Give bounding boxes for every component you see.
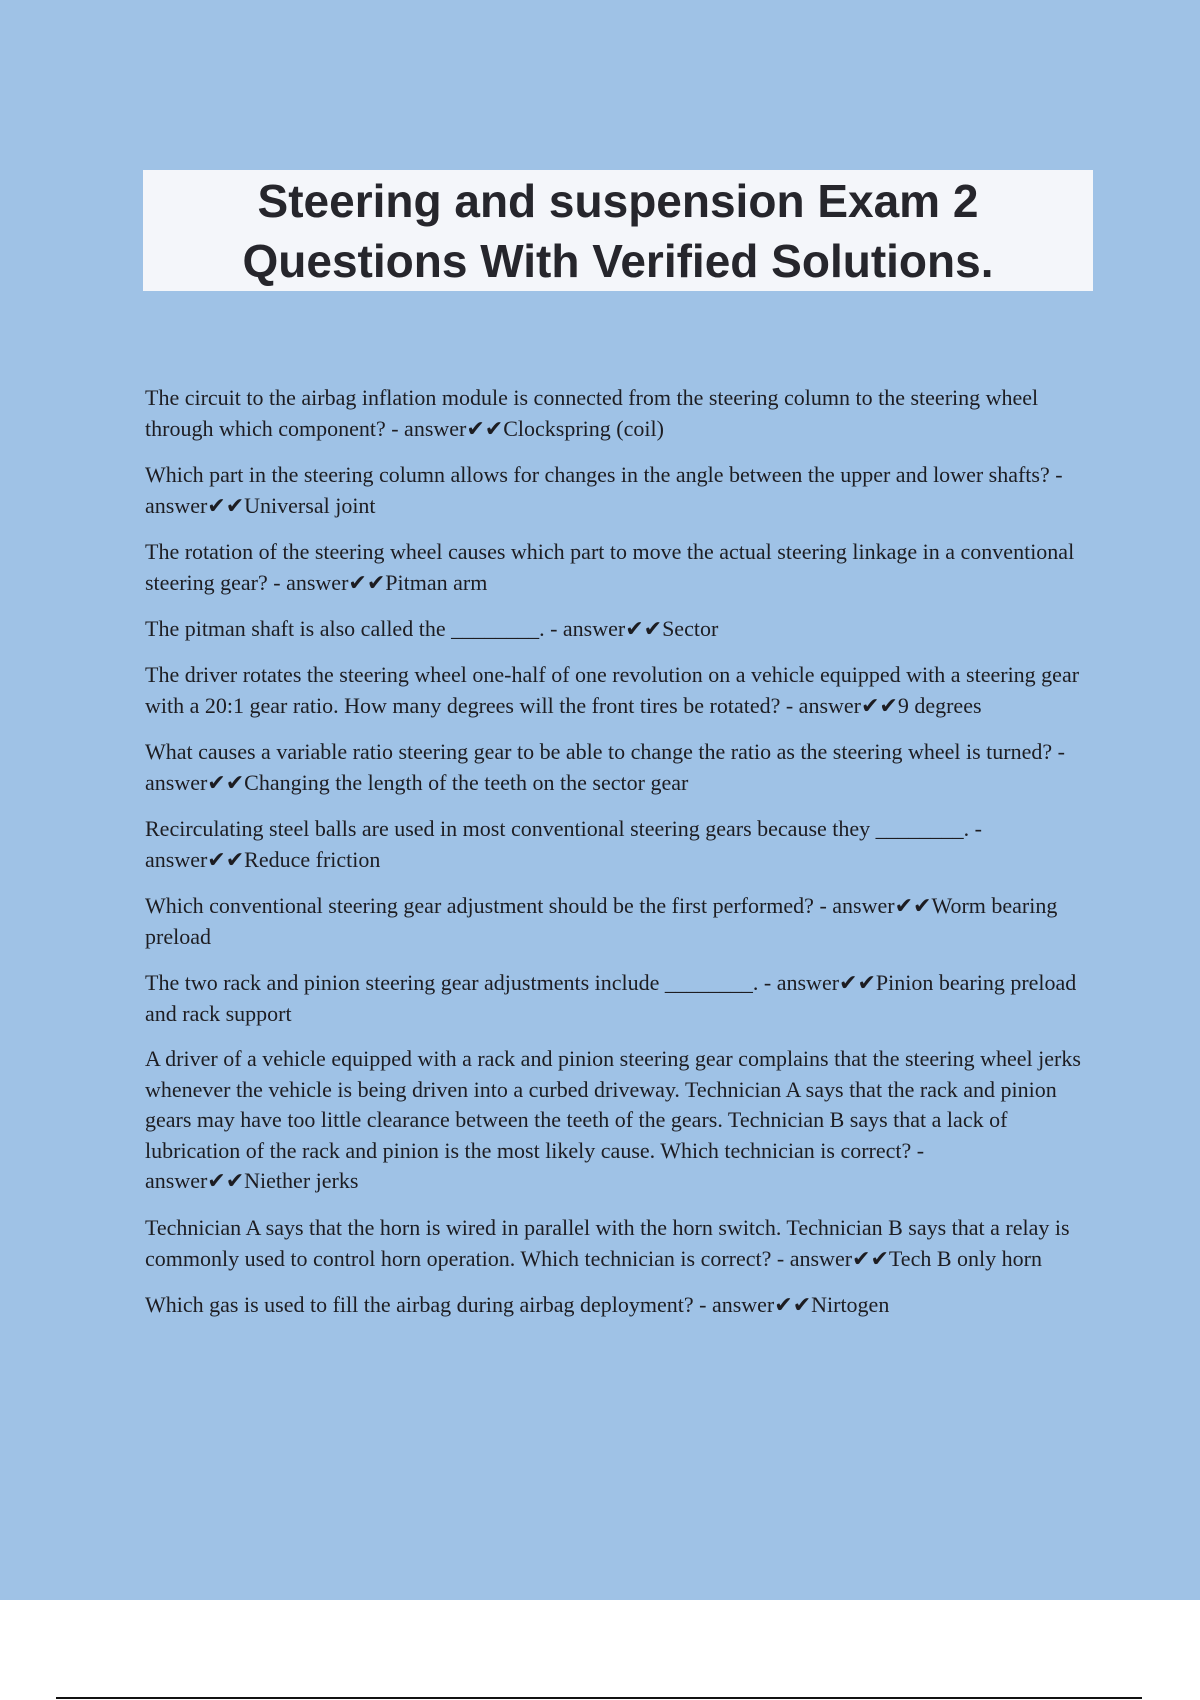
title-box	[143, 170, 1093, 291]
qa-item-8: Which conventional steering gear adjustment should be the first performed? - answer✔✔Worm bearing preload	[145, 893, 1058, 949]
document-title-line-1: Steering and suspension Exam 2	[257, 174, 979, 227]
qa-item-4: The pitman shaft is also called the ________. - answer✔✔Sector	[145, 616, 719, 641]
qa-item-12: Which gas is used to fill the airbag during airbag deployment? - answer✔✔Nirtogen	[145, 1291, 890, 1317]
qa-item-10: A driver of a vehicle equipped with a rack and pinion steering gear complains that the steering wheel jerks whenever the vehicle is being driven into a curbed driveway. Technician A says that the rack and pinion gears may have too little clearance between the teeth of the gears. Technician B says that a lack of lubrication of the rack and pinion is the most likely cause. Which technician is correct? - answer✔✔Niether jerks	[145, 1046, 1081, 1193]
footer-divider	[56, 1697, 1142, 1699]
qa-item-11: Technician A says that the horn is wired in parallel with the horn switch. Technician B says that a relay is commonly used to control horn operation. Which technician is correct? - answer✔✔Tech B only horn	[145, 1214, 1070, 1271]
qa-item-7: Recirculating steel balls are used in most conventional steering gears because they ________. - answer✔✔Reduce friction	[145, 816, 982, 872]
qa-item-3: The rotation of the steering wheel causes which part to move the actual steering linkage in a conventional steering gear? - answer✔✔Pitman arm	[145, 539, 1075, 595]
qa-item-2: Which part in the steering column allows for changes in the angle between the upper and lower shafts? - answer✔✔Universal joint	[145, 462, 1063, 518]
qa-item-5: The driver rotates the steering wheel one-half of one revolution on a vehicle equipped with a steering gear with a 20:1 gear ratio. How many degrees will the front tires be rotated? - answer✔✔9 degrees	[145, 662, 1080, 718]
qa-item-1: The circuit to the airbag inflation module is connected from the steering column to the steering wheel through which component? - answer✔✔Clockspring (coil)	[145, 385, 1039, 441]
qa-item-6: What causes a variable ratio steering gear to be able to change the ratio as the steering wheel is turned? - answer✔✔Changing the length of the teeth on the sector gear	[145, 739, 1065, 795]
document-title-line-2: Questions With Verified Solutions.	[242, 234, 994, 287]
qa-item-9: The two rack and pinion steering gear adjustments include ________. - answer✔✔Pinion bearing preload and rack support	[145, 970, 1077, 1026]
qa-list	[145, 382, 1090, 1335]
